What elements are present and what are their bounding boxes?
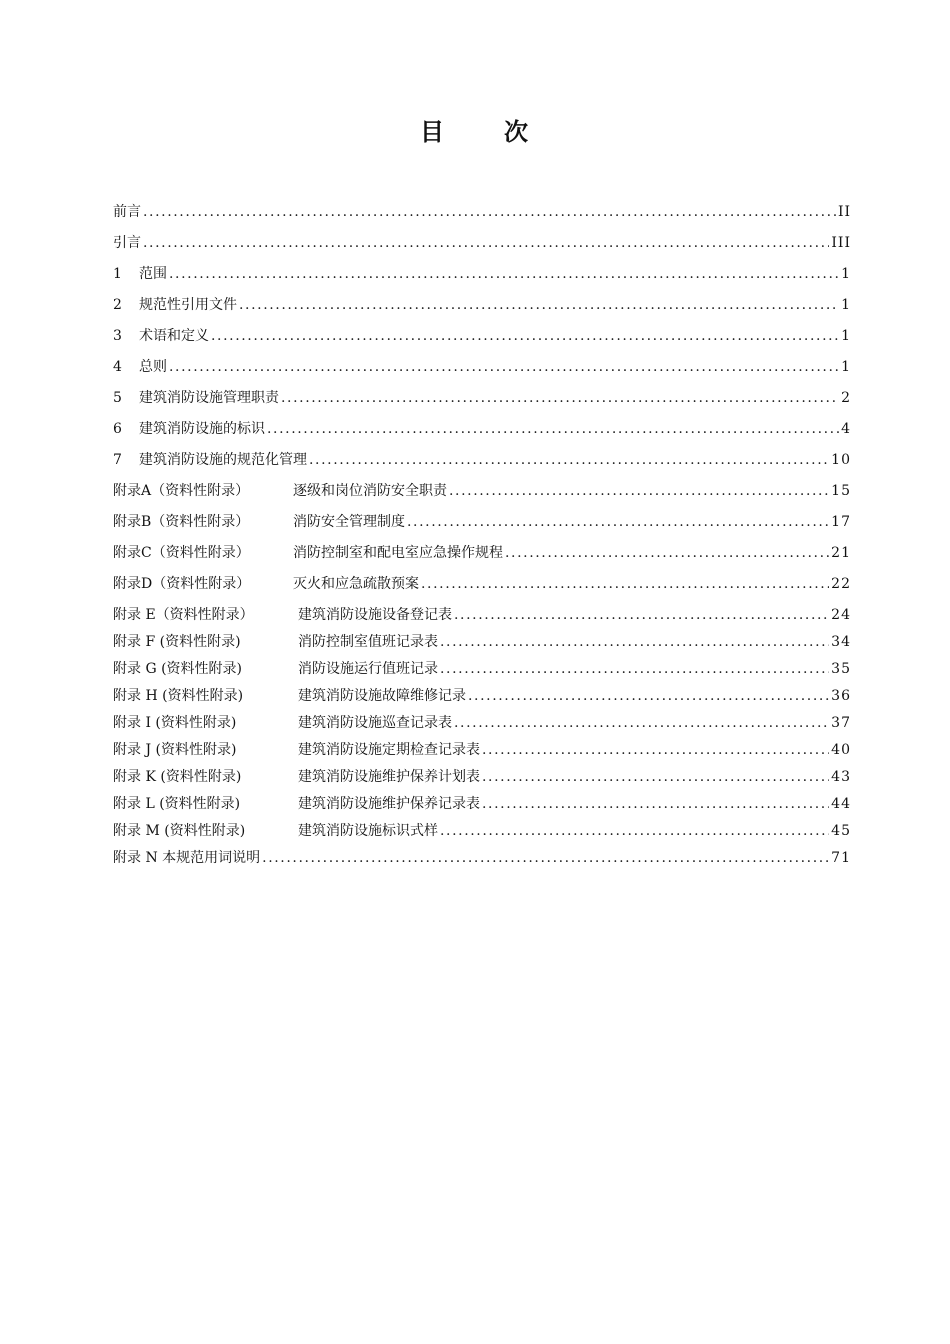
toc-entry-label (113, 848, 260, 868)
toc-entry-label (113, 686, 466, 706)
toc-entry-title: 逐级和岗位消防安全职责 (293, 483, 447, 499)
toc-entry-page-number: 24 (831, 607, 851, 623)
toc-leader-dots (169, 357, 839, 377)
toc-entry-page-number: 1 (841, 328, 851, 344)
toc-entry-title: 消防设施运行值班记录 (298, 661, 438, 677)
toc-entry-label (113, 821, 438, 841)
toc-entry-page-number: 22 (831, 576, 851, 592)
toc-entry-title: 规范性引用文件 (139, 297, 237, 313)
toc-entry-page-number: 4 (841, 421, 851, 437)
toc-entry-page-number: 35 (831, 661, 851, 677)
toc-leader-dots (267, 419, 839, 439)
toc-entry-appendix-prefix: 附录 G (资料性附录) (113, 661, 243, 677)
toc-entry[interactable] (113, 231, 851, 253)
toc-entry-appendix-prefix: 附录A（资料性附录） (113, 483, 250, 499)
toc-entry-title: 消防控制室和配电室应急操作规程 (293, 545, 503, 561)
toc-entry-page-number: III (831, 235, 851, 251)
toc-entry-title: 建筑消防设施定期检查记录表 (298, 742, 480, 758)
toc-leader-dots (262, 848, 829, 868)
toc-entry-title: 消防控制室值班记录表 (298, 634, 438, 650)
toc-entry-label (113, 202, 141, 222)
toc-entry[interactable] (113, 711, 851, 733)
toc-entry-appendix-prefix: 附录C（资料性附录） (113, 545, 250, 561)
toc-title-part2: 次 (504, 118, 530, 146)
toc-leader-dots (482, 740, 829, 760)
toc-entry-number: 6 (113, 421, 122, 437)
toc-entry[interactable] (113, 262, 851, 284)
toc-entry[interactable] (113, 846, 851, 868)
toc-entry-title: 建筑消防设施标识式样 (298, 823, 438, 839)
toc-entry[interactable] (113, 510, 851, 532)
toc-entry-label (113, 605, 452, 625)
toc-leader-dots (440, 821, 829, 841)
toc-entry-label (113, 659, 438, 679)
toc-entry-title: 建筑消防设施的规范化管理 (139, 452, 307, 468)
toc-entry-title: 建筑消防设施维护保养记录表 (298, 796, 480, 812)
toc-entry-title: 附录 N 本规范用词说明 (113, 850, 261, 866)
toc-entry-page-number: 34 (831, 634, 851, 650)
toc-entry[interactable] (113, 765, 851, 787)
toc-entry[interactable] (113, 603, 851, 625)
toc-leader-dots (505, 543, 829, 563)
toc-entry-title: 建筑消防设施的标识 (139, 421, 265, 437)
toc-leader-dots (281, 388, 839, 408)
toc-entry-appendix-prefix: 附录B（资料性附录） (113, 514, 250, 530)
toc-entry-title: 总则 (139, 359, 167, 375)
toc-entry-page-number: 1 (841, 297, 851, 313)
toc-entry-page-number: 40 (831, 742, 851, 758)
toc-entry-page-number: 2 (841, 390, 851, 406)
toc-title (0, 112, 950, 147)
toc-entry[interactable] (113, 386, 851, 408)
toc-entry-label (113, 357, 167, 377)
toc-entry-page-number: 36 (831, 688, 851, 704)
toc-title-part1: 目 (420, 118, 446, 146)
toc-entry[interactable] (113, 541, 851, 563)
toc-entry-label (113, 740, 480, 760)
toc-leader-dots (421, 574, 829, 594)
toc-entry-page-number: 15 (831, 483, 851, 499)
toc-entry-label (113, 512, 405, 532)
toc-entry-page-number: 1 (841, 359, 851, 375)
toc-entry[interactable] (113, 324, 851, 346)
toc-leader-dots (468, 686, 829, 706)
toc-entry-page-number: 45 (831, 823, 851, 839)
toc-entry-appendix-prefix: 附录D（资料性附录） (113, 576, 251, 592)
toc-entry[interactable] (113, 293, 851, 315)
toc-entry-number: 2 (113, 297, 122, 313)
toc-entry-number: 7 (113, 452, 122, 468)
toc-leader-dots (169, 264, 839, 284)
toc-entry-title: 范围 (139, 266, 167, 282)
toc-entry-appendix-prefix: 附录 I (资料性附录) (113, 715, 237, 731)
toc-entry[interactable] (113, 200, 851, 222)
toc-entry-label (113, 264, 167, 284)
toc-entry-title: 建筑消防设施维护保养计划表 (298, 769, 480, 785)
toc-leader-dots (211, 326, 839, 346)
toc-entry-title: 消防安全管理制度 (293, 514, 405, 530)
toc-entry[interactable] (113, 684, 851, 706)
toc-leader-dots (449, 481, 829, 501)
toc-entry-page-number: II (837, 204, 851, 220)
toc-entry[interactable] (113, 630, 851, 652)
toc-entry-label (113, 326, 209, 346)
toc-entry[interactable] (113, 819, 851, 841)
toc-entry[interactable] (113, 448, 851, 470)
toc-entry-title: 术语和定义 (139, 328, 209, 344)
toc-entry-page-number: 10 (831, 452, 851, 468)
toc-entry[interactable] (113, 479, 851, 501)
toc-entry-page-number: 17 (831, 514, 851, 530)
toc-entry-label (113, 450, 307, 470)
toc-entry-title: 建筑消防设施管理职责 (139, 390, 279, 406)
toc-entry-number: 4 (113, 359, 122, 375)
toc-entry-title: 引言 (113, 235, 141, 251)
toc-entry-label (113, 481, 447, 501)
toc-entry-label (113, 632, 438, 652)
toc-leader-dots (143, 202, 836, 222)
toc-entry-number: 1 (113, 266, 122, 282)
toc-entry-appendix-prefix: 附录 L (资料性附录) (113, 796, 241, 812)
toc-entry-title: 建筑消防设施巡查记录表 (298, 715, 452, 731)
toc-entry-number: 5 (113, 390, 122, 406)
toc-entry-appendix-prefix: 附录 H (资料性附录) (113, 688, 244, 704)
toc-entry-title: 建筑消防设施设备登记表 (298, 607, 452, 623)
toc-entry[interactable] (113, 417, 851, 439)
toc-entry-page-number: 44 (831, 796, 851, 812)
toc-entry-label (113, 767, 480, 787)
toc-entry[interactable] (113, 738, 851, 760)
toc-entry-page-number: 43 (831, 769, 851, 785)
toc-leader-dots (239, 295, 839, 315)
toc-entry-label (113, 233, 141, 253)
toc-entry-page-number: 71 (831, 850, 851, 866)
toc-entry-title: 前言 (113, 204, 141, 220)
toc-entry[interactable] (113, 792, 851, 814)
toc-entry-title: 建筑消防设施故障维修记录 (298, 688, 466, 704)
toc-entry-label (113, 419, 265, 439)
toc-leader-dots (143, 233, 829, 253)
toc-entry[interactable] (113, 572, 851, 594)
toc-entry[interactable] (113, 657, 851, 679)
toc-leader-dots (407, 512, 829, 532)
toc-entry-label (113, 794, 480, 814)
toc-entry-label (113, 574, 419, 594)
toc-entry-appendix-prefix: 附录 M (资料性附录) (113, 823, 246, 839)
toc-entry-number: 3 (113, 328, 122, 344)
toc-entry-label (113, 543, 503, 563)
toc-entry-label (113, 713, 452, 733)
toc-leader-dots (482, 794, 829, 814)
toc-leader-dots (454, 713, 829, 733)
toc-leader-dots (454, 605, 829, 625)
toc-entry-appendix-prefix: 附录 K (资料性附录) (113, 769, 242, 785)
toc-leader-dots (440, 659, 829, 679)
toc-entry-appendix-prefix: 附录 F (资料性附录) (113, 634, 241, 650)
toc-entry-label (113, 295, 237, 315)
toc-leader-dots (309, 450, 829, 470)
toc-entry-page-number: 21 (831, 545, 851, 561)
toc-entry-appendix-prefix: 附录 J (资料性附录) (113, 742, 237, 758)
toc-entry-page-number: 1 (841, 266, 851, 282)
toc-entry-appendix-prefix: 附录 E（资料性附录） (113, 607, 254, 623)
toc-leader-dots (482, 767, 829, 787)
toc-entry-title: 灭火和应急疏散预案 (293, 576, 419, 592)
toc-leader-dots (440, 632, 829, 652)
toc-entry-label (113, 388, 279, 408)
toc-entry[interactable] (113, 355, 851, 377)
toc-entry-page-number: 37 (831, 715, 851, 731)
